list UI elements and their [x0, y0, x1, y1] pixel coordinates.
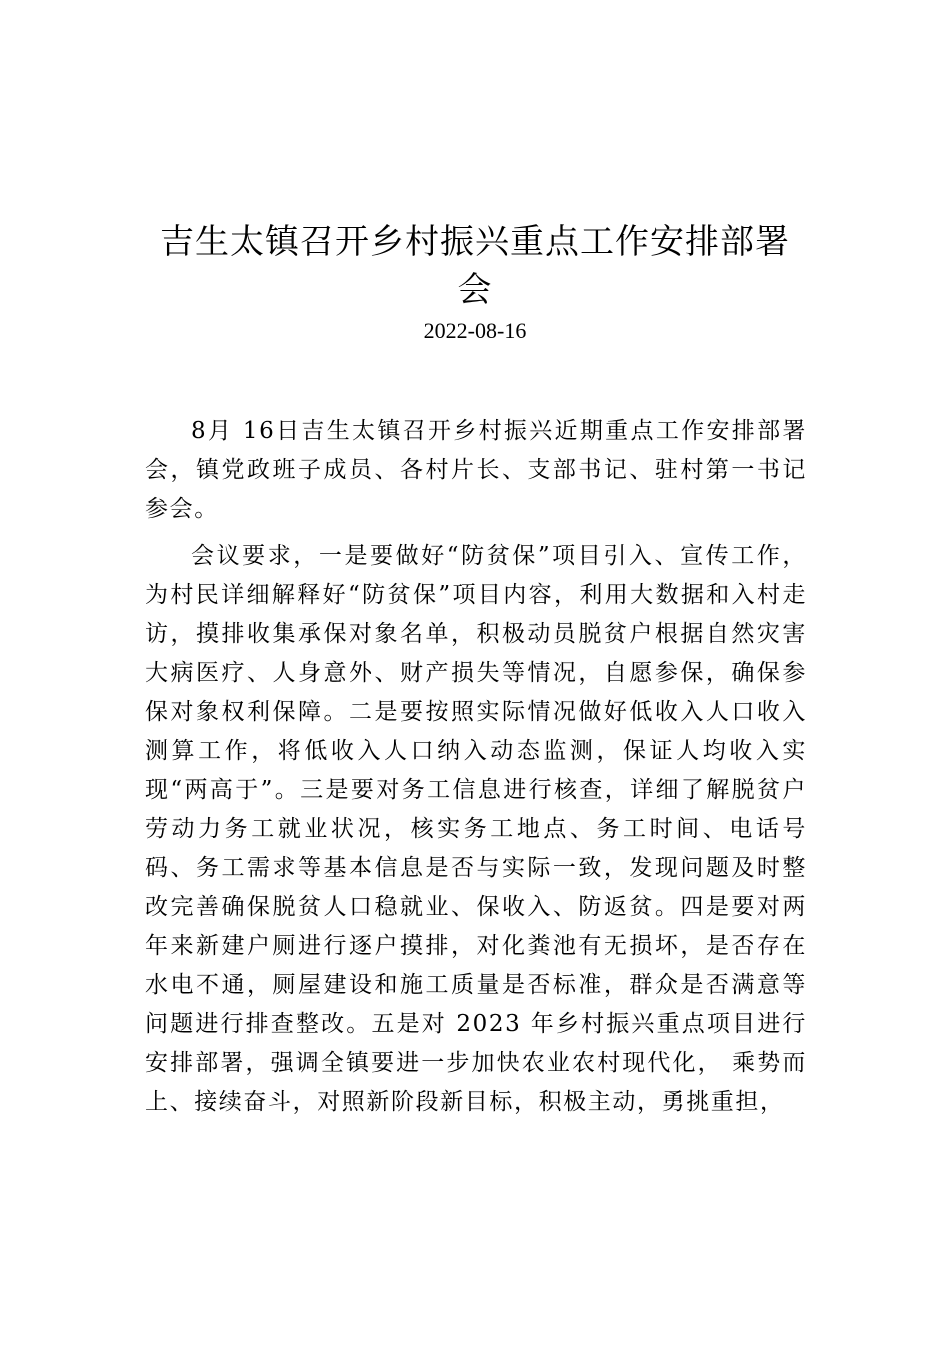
- paragraph-1: 8月 16日吉生太镇召开乡村振兴近期重点工作安排部署会，镇党政班子成员、各村片长、支部书记、驻村第一书记参会。: [145, 418, 807, 522]
- document-body: [145, 412, 807, 1130]
- publish-date: 2022-08-16: [423, 318, 527, 343]
- document-title: 吉生太镇召开乡村振兴重点工作安排部署会: [160, 222, 790, 310]
- paragraph-2: 会议要求，一是要做好“防贫保”项目引入、宣传工作，为村民详细解释好“防贫保”项目内容，利用大数据和入村走访，摸排收集承保对象名单，积极动员脱贫户根据自然灾害大病医疗、人身意外、财产损失等情况，自愿参保，确保参保对象权利保障。二是要按照实际情况做好低收入人口收入测算工作，将低收入人口纳入动态监测，保证人均收入实现“两高于”。三是要对务工信息进行核查，详细了解脱贫户劳动力务工就业状况，核实务工地点、务工时间、电话号码、务工需求等基本信息是否与实际一致，发现问题及时整改完善确保脱贫人口稳就业、保收入、防返贫。四是要对两年来新建户厕进行逐户摸排，对化粪池有无损坏，是否存在水电不通，厕屋建设和施工质量是否标准，群众是否满意等问题进行排查整改。五是对 2023 年乡村振兴重点项目进行安排部署，强调全镇要进一步加快农业农村现代化， 乘势而上、接续奋斗，对照新阶段新目标，积极主动，勇挑重担，: [145, 543, 807, 1115]
